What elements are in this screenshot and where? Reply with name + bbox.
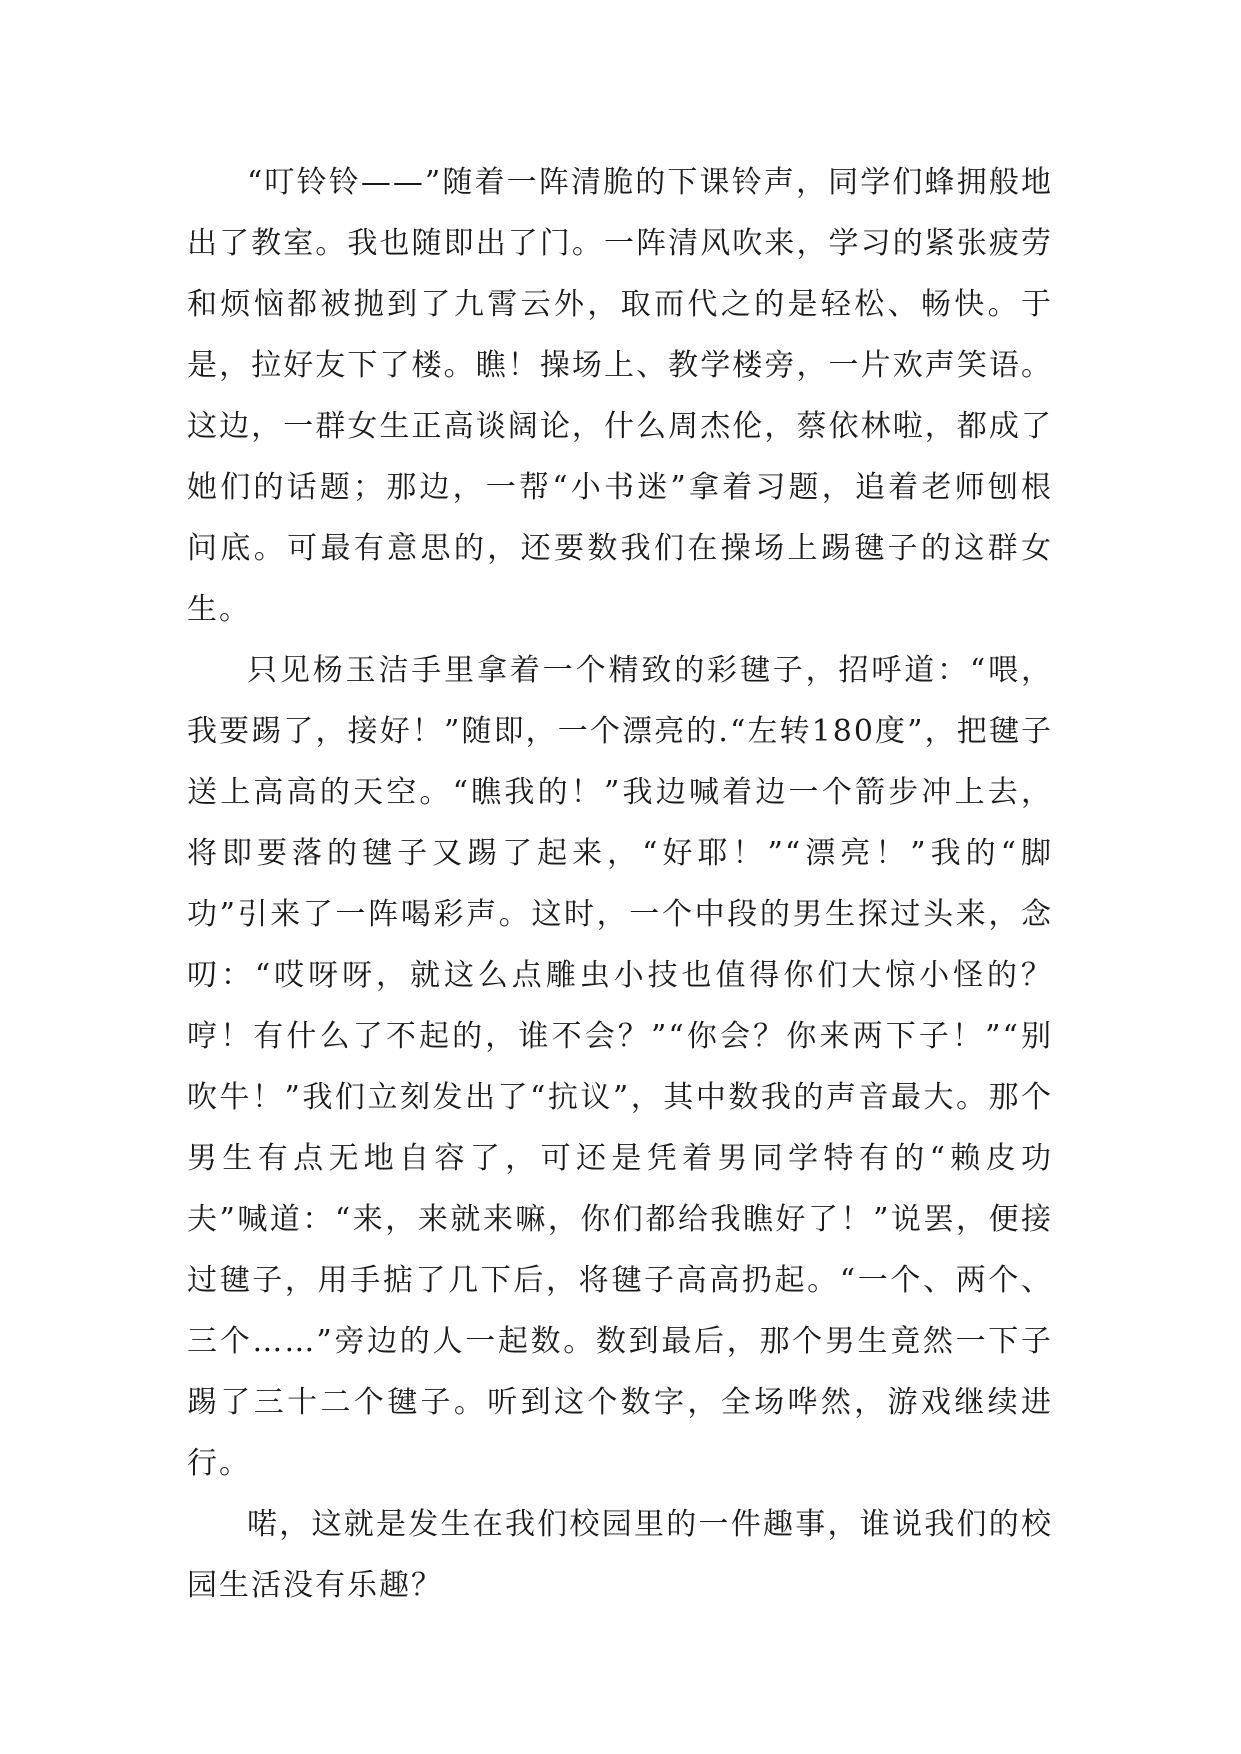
essay-body (187, 152, 1053, 1616)
paragraph-3: 喏，这就是发生在我们校园里的一件趣事，谁说我们的校园生活没有乐趣？ (187, 1507, 1053, 1603)
paragraph-2: 只见杨玉洁手里拿着一个精致的彩毽子，招呼道：“喂，我要踢了，接好！”随即，一个漂亮的.“左转180度”，把毽子送上高高的天空。“瞧我的！”我边喊着边一个箭步冲上去，将即要落的毽子又踢了起来，“好耶！”“漂亮！”我的“脚功”引来了一阵喝彩声。这时，一个中段的男生探过头来，念叨：“哎呀呀，就这么点雕虫小技也值得你们大惊小怪的？哼！有什么了不起的，谁不会？”“你会？你来两下子！”“别吹牛！”我们立刻发出了“抗议”，其中数我的声音最大。那个男生有点无地自容了，可还是凭着男同学特有的“赖皮功夫”喊道：“来，来就来嘛，你们都给我瞧好了！”说罢，便接过毽子，用手掂了几下后，将毽子高高扔起。“一个、两个、三个……”旁边的人一起数。数到最后，那个男生竟然一下子踢了三十二个毽子。听到这个数字，全场哗然，游戏继续进行。 (187, 653, 1053, 1481)
paragraph-1: “叮铃铃——”随着一阵清脆的下课铃声，同学们蜂拥般地出了教室。我也随即出了门。一阵清风吹来，学习的紧张疲劳和烦恼都被抛到了九霄云外，取而代之的是轻松、畅快。于是，拉好友下了楼。瞧！操场上、教学楼旁，一片欢声笑语。这边，一群女生正高谈阔论，什么周杰伦，蔡依林啦，都成了她们的话题；那边，一帮“小书迷”拿着习题，追着老师刨根问底。可最有意思的，还要数我们在操场上踢毽子的这群女生。 (187, 165, 1053, 627)
